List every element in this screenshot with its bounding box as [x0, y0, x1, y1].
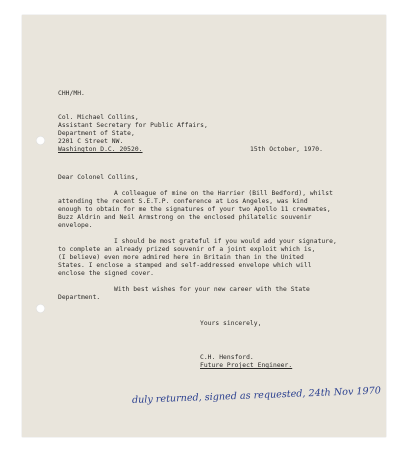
address-line: Department of State,	[58, 130, 135, 137]
paragraph-line: enough to obtain for me the signatures of your two Apollo 11 crewmates,	[58, 206, 331, 213]
paragraph-line: States. I enclose a stamped and self-addressed envelope which will	[58, 262, 312, 269]
paragraph-line: enclose the signed cover.	[58, 270, 155, 277]
paragraph-line: attending the recent S.E.T.P. conference at Los Angeles, was kind	[58, 198, 308, 205]
paragraph-line: Department.	[58, 294, 101, 301]
address-line: Assistant Secretary for Public Affairs,	[58, 122, 208, 129]
closing: Yours sincerely,	[200, 320, 262, 327]
salutation: Dear Colonel Collins,	[58, 174, 139, 181]
handwritten-note: duly returned, signed as requested, 24th Nov 1970	[131, 385, 382, 406]
address-line: Washington D.C. 20520.	[58, 146, 143, 153]
letter-date: 15th October, 1970.	[250, 146, 323, 153]
paragraph-line: A colleague of mine on the Harrier (Bill Bedford), whilst	[114, 190, 333, 197]
paragraph-line: Buzz Aldrin and Neil Armstrong on the enclosed philatelic souvenir	[58, 214, 312, 221]
signatory-title: Future Project Engineer.	[200, 362, 293, 369]
letter-page	[22, 15, 386, 437]
paragraph-line: (I believe) even more admired here in Britain than in the United	[58, 254, 304, 261]
paragraph-line: to complete an already prized souvenir of a joint exploit which is,	[58, 246, 316, 253]
paragraph-line: With best wishes for your new career with the State	[114, 286, 310, 293]
paragraph-line: I should be most grateful if you would add your signature,	[114, 238, 337, 245]
address-line: Col. Michael Collins,	[58, 114, 139, 121]
punch-hole-bottom	[36, 304, 45, 313]
address-line: 2201 C Street NW.	[58, 138, 124, 145]
reference-code: CHH/MH.	[58, 90, 85, 97]
paragraph-line: envelope.	[58, 222, 93, 229]
signatory-name: C.H. Hensford.	[200, 354, 254, 361]
punch-hole-top	[36, 136, 45, 145]
